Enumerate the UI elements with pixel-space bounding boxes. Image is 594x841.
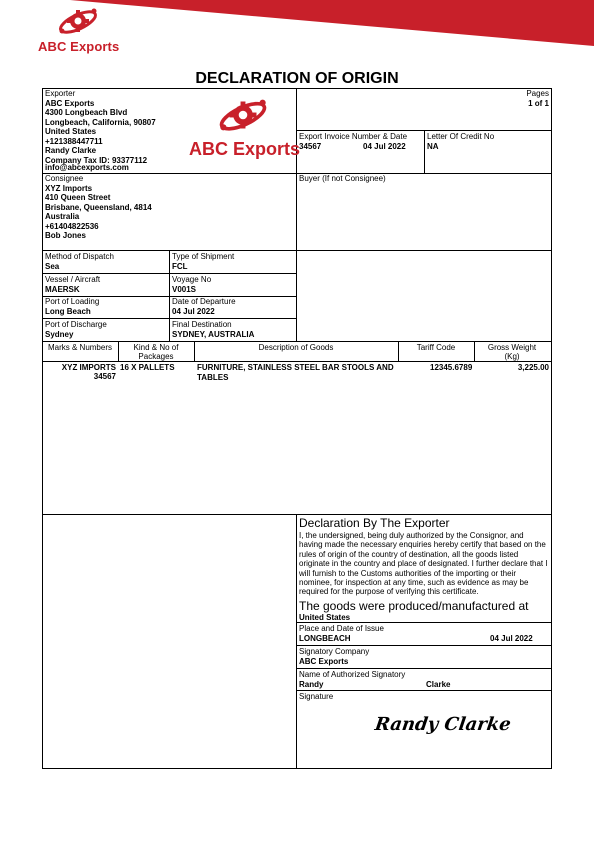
consignee-contact: Bob Jones: [45, 231, 86, 240]
vessel-label: Vessel / Aircraft: [45, 275, 101, 284]
declaration-text: I, the undersigned, being duly authorized by the Consignor, and having made the necessary enquiries hereby certify that based on the rules of origin of the country of destination, all the goods listed originate in the country and place of designated. I further declare that I will furnish to the Customs authorities of the importing or their nominee, for inspection at any time, such as evidence as may be required for the purpose of verifying this certificate.: [299, 531, 548, 597]
consignee-country: Australia: [45, 212, 80, 221]
authorized-first-name: Randy: [299, 680, 324, 689]
row-marks: XYZ IMPORTS: [61, 363, 116, 372]
page-title: DECLARATION OF ORIGIN: [195, 70, 399, 87]
discharge-label: Port of Discharge: [45, 320, 107, 329]
header-tariff: Tariff Code: [416, 343, 456, 352]
consignee-name: XYZ Imports: [45, 183, 93, 193]
discharge-value: Sydney: [45, 329, 74, 339]
row-marks-number: 34567: [93, 372, 116, 381]
invoice-number: 34567: [299, 141, 322, 151]
shipment-type-label: Type of Shipment: [172, 252, 235, 261]
voyage-value: V001S: [172, 284, 197, 294]
produced-at: United States: [299, 613, 351, 622]
destination-value: SYDNEY, AUSTRALIA: [172, 329, 255, 339]
exporter-email: info@abcexports.com: [45, 163, 129, 172]
pages-label: Pages: [526, 89, 549, 98]
credit-value: NA: [427, 141, 439, 151]
consignee-address1: 410 Queen Street: [45, 193, 111, 202]
exporter-phone: +121388447711: [45, 136, 103, 146]
signatory-company-label: Signatory Company: [299, 647, 370, 656]
consignee-phone: +61404822536: [45, 221, 99, 231]
atom-gear-icon: [216, 95, 270, 135]
exporter-contact: Randy Clarke: [45, 146, 97, 155]
brand-name: ABC Exports: [38, 39, 120, 54]
date-of-issue: 04 Jul 2022: [490, 634, 533, 643]
company-logo-large: [186, 95, 301, 161]
shipment-type-value: FCL: [172, 261, 188, 271]
place-date-label: Place and Date of Issue: [299, 624, 384, 633]
authorized-label: Name of Authorized Signatory: [299, 670, 406, 679]
exporter-name: ABC Exports: [45, 98, 95, 108]
header-weight: Gross Weight (Kg): [487, 343, 537, 361]
row-kind: 16 X PALLETS: [120, 363, 175, 372]
produced-heading: The goods were produced/manufactured at: [299, 599, 529, 613]
signature: Randy Clarke: [373, 714, 513, 735]
header-marks: Marks & Numbers: [47, 343, 112, 352]
exporter-tax-id: Company Tax ID: 93377112: [45, 155, 148, 165]
header-kind: Kind & No of Packages: [133, 343, 179, 361]
header-description: Description of Goods: [258, 343, 334, 352]
voyage-label: Voyage No: [172, 275, 212, 284]
row-tariff: 12345.6789: [430, 363, 473, 372]
row-weight: 3,225.00: [517, 363, 549, 372]
exporter-address1: 4300 Longbeach Blvd: [45, 108, 128, 117]
loading-label: Port of Loading: [45, 297, 100, 306]
exporter-address2: Longbeach, California, 90807: [45, 117, 156, 127]
dispatch-label: Method of Dispatch: [45, 252, 114, 261]
dispatch-value: Sea: [45, 261, 60, 271]
brand-name-large: ABC Exports: [189, 139, 301, 159]
invoice-date: 04 Jul 2022: [363, 141, 406, 151]
row-description: FURNITURE, STAINLESS STEEL BAR STOOLS AND TABLES: [197, 363, 394, 382]
signatory-company: ABC Exports: [299, 657, 349, 666]
vessel-value: MAERSK: [45, 284, 80, 294]
loading-value: Long Beach: [45, 306, 91, 316]
destination-label: Final Destination: [172, 320, 232, 329]
form-frame: [42, 88, 552, 769]
buyer-label: Buyer (If not Consignee): [299, 174, 386, 183]
atom-gear-icon: [56, 5, 100, 37]
consignee-address2: Brisbane, Queensland, 4814: [45, 202, 152, 212]
departure-value: 04 Jul 2022: [172, 306, 215, 316]
credit-label: Letter Of Credit No: [427, 132, 495, 141]
exporter-label: Exporter: [45, 89, 76, 98]
pages-value: 1 of 1: [528, 99, 549, 108]
signature-label: Signature: [299, 692, 334, 701]
place-of-issue: LONGBEACH: [299, 634, 351, 643]
departure-label: Date of Departure: [172, 297, 236, 306]
declaration-heading: Declaration By The Exporter: [299, 516, 450, 530]
exporter-country: United States: [45, 127, 97, 136]
invoice-label: Export Invoice Number & Date: [299, 132, 408, 141]
consignee-label: Consignee: [45, 174, 84, 183]
authorized-last-name: Clarke: [426, 680, 451, 689]
